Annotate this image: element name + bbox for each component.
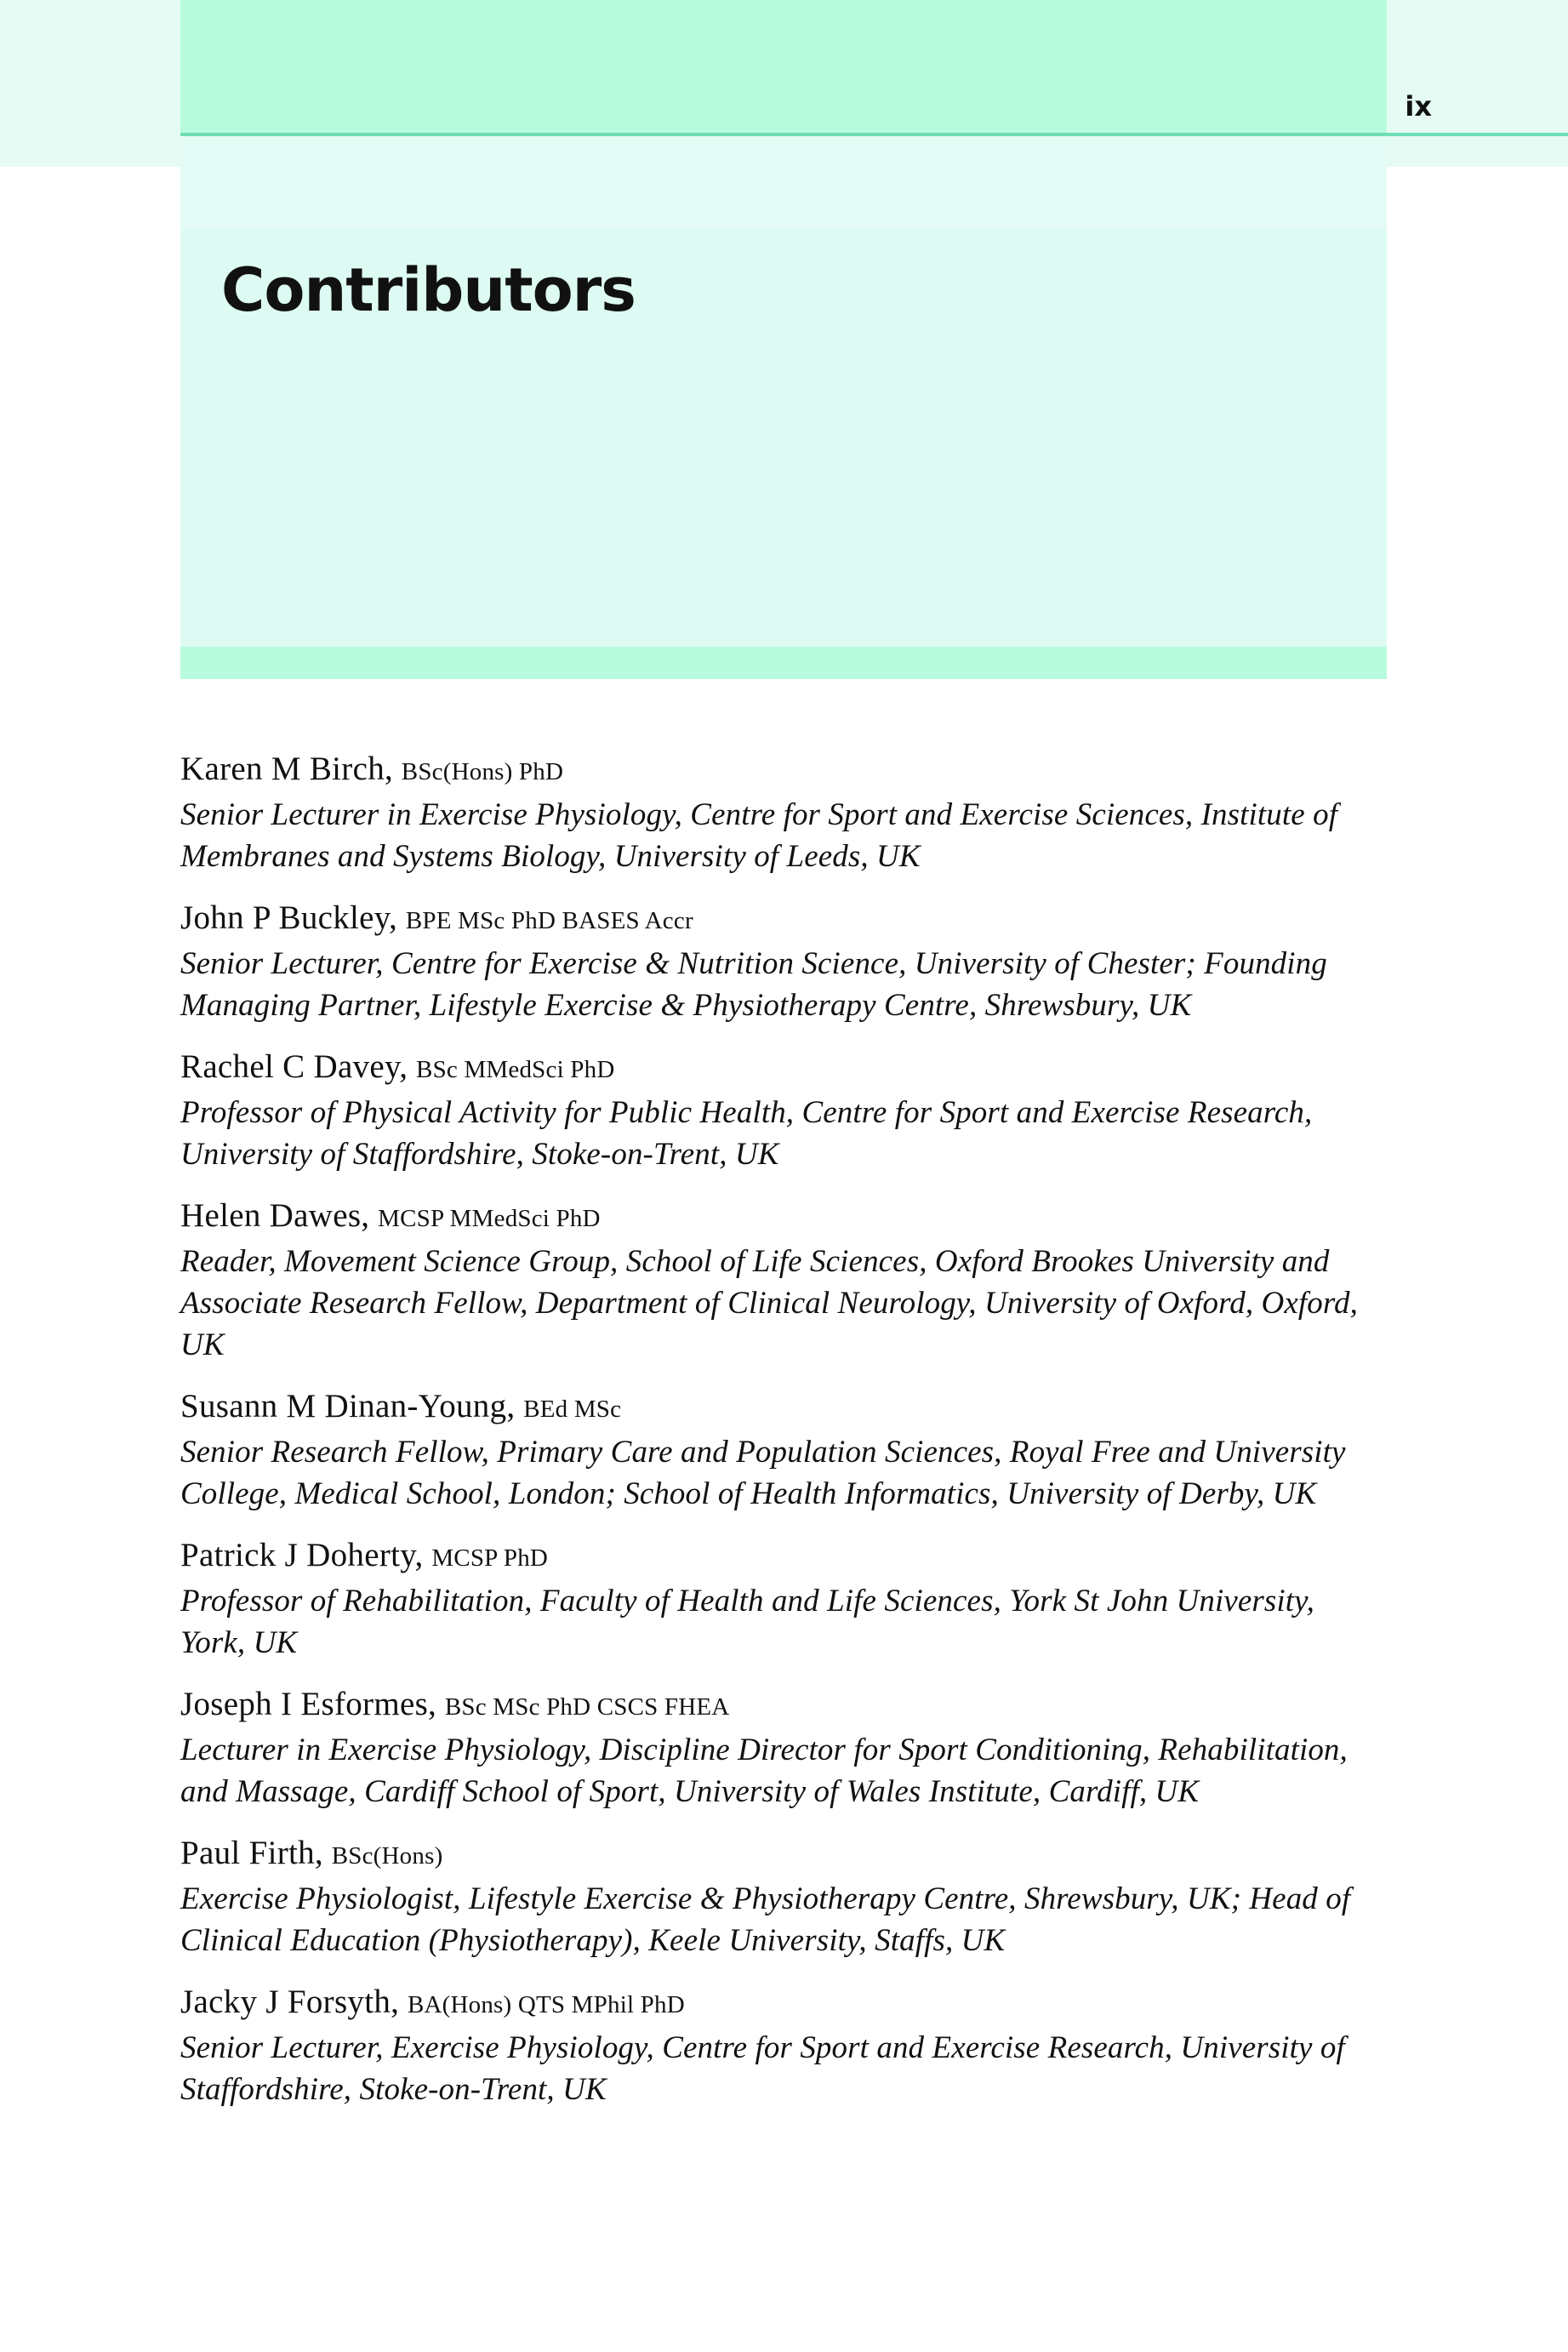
contributor-name: Susann M Dinan-Young, <box>180 1388 516 1424</box>
contributor-name: Paul Firth, <box>180 1835 323 1871</box>
contributor-name-line <box>180 896 1387 943</box>
contributor-affiliation: Senior Lecturer, Exercise Physiology, Centre for Sport and Exercise Research, University of Staffordshire, Stoke-on-Trent, UK <box>180 2030 1345 2107</box>
contributor-name: Jacky J Forsyth, <box>180 1984 400 2020</box>
contributor-affiliation: Exercise Physiologist, Lifestyle Exercise & Physiotherapy Centre, Shrewsbury, UK; Head of Clinical Education (Physiotherapy), Keele University, Staffs, UK <box>180 1881 1351 1958</box>
contributor-qualifications: BPE MSc PhD BASES Accr <box>405 907 693 934</box>
contributor-name: Joseph I Esformes, <box>180 1686 437 1722</box>
contributor-qualifications: BSc(Hons) PhD <box>401 758 564 785</box>
contributor-qualifications: BEd MSc <box>523 1396 622 1423</box>
contributor-affiliation: Senior Lecturer, Centre for Exercise & Nutrition Science, University of Chester; Founding Managing Partner, Lifestyle Exercise & Physiotherapy Centre, Shrewsbury, UK <box>180 946 1327 1023</box>
contributor-name: Rachel C Davey, <box>180 1048 408 1085</box>
contributor-qualifications: BSc(Hons) <box>331 1842 443 1870</box>
contributor-name: Karen M Birch, <box>180 751 394 787</box>
contributor-name: Helen Dawes, <box>180 1197 370 1234</box>
contributor-name-line <box>180 1384 1387 1431</box>
header-band <box>180 0 1387 134</box>
contributor-name-line <box>180 1194 1387 1241</box>
contributor-affiliation: Lecturer in Exercise Physiology, Discipline Director for Sport Conditioning, Rehabilitation, and Massage, Cardiff School of Sport, University of Wales Institute, Cardiff, UK <box>180 1733 1348 1809</box>
page-number: ix <box>1405 90 1432 123</box>
contributor-name-line <box>180 1682 1387 1729</box>
contributor-qualifications: BA(Hons) QTS MPhil PhD <box>407 1991 685 2018</box>
contributor-affiliation: Professor of Physical Activity for Public Health, Centre for Sport and Exercise Research, University of Staffordshire, Stoke-on-Trent, UK <box>180 1095 1313 1172</box>
contributor-entry <box>180 1682 1387 1813</box>
contributor-name: Patrick J Doherty, <box>180 1537 424 1573</box>
contributor-affiliation: Reader, Movement Science Group, School of Life Sciences, Oxford Brookes University and Associate Research Fellow, Department of Clinical Neurology, University of Oxford, Oxford, UK <box>180 1244 1358 1362</box>
contributor-name-line <box>180 1045 1387 1092</box>
title-panel <box>180 136 1387 647</box>
contributor-name-line <box>180 747 1387 794</box>
title-panel-bottom-bar <box>180 647 1387 679</box>
contributor-entry <box>180 1533 1387 1664</box>
contributor-qualifications: BSc MMedSci PhD <box>416 1056 615 1083</box>
contributor-name-line <box>180 1980 1387 2027</box>
contributor-entry <box>180 1831 1387 1961</box>
page-title: Contributors <box>221 255 636 325</box>
contributor-name-line <box>180 1533 1387 1580</box>
contributor-entry <box>180 1384 1387 1515</box>
contributor-affiliation: Senior Lecturer in Exercise Physiology, Centre for Sport and Exercise Sciences, Institute of Membranes and Systems Biology, University of Leeds, UK <box>180 797 1338 874</box>
contributor-affiliation: Professor of Rehabilitation, Faculty of Health and Life Sciences, York St John University, York, UK <box>180 1584 1314 1660</box>
contributor-qualifications: MCSP PhD <box>431 1544 549 1572</box>
contributor-affiliation: Senior Research Fellow, Primary Care and Population Sciences, Royal Free and University College, Medical School, London; School of Health Informatics, University of Derby, UK <box>180 1435 1346 1511</box>
contributor-entry <box>180 1980 1387 2110</box>
contributor-name-line <box>180 1831 1387 1878</box>
contributor-qualifications: BSc MSc PhD CSCS FHEA <box>444 1693 730 1721</box>
contributor-entry <box>180 896 1387 1026</box>
header-side-band-right <box>1387 0 1568 167</box>
contributor-entry <box>180 747 1387 877</box>
contributor-name: John P Buckley, <box>180 899 398 936</box>
contributor-entry <box>180 1045 1387 1175</box>
contributor-qualifications: MCSP MMedSci PhD <box>378 1205 601 1232</box>
contributor-entry <box>180 1194 1387 1366</box>
header-side-band-left <box>0 0 180 167</box>
contributor-list <box>180 747 1387 2129</box>
